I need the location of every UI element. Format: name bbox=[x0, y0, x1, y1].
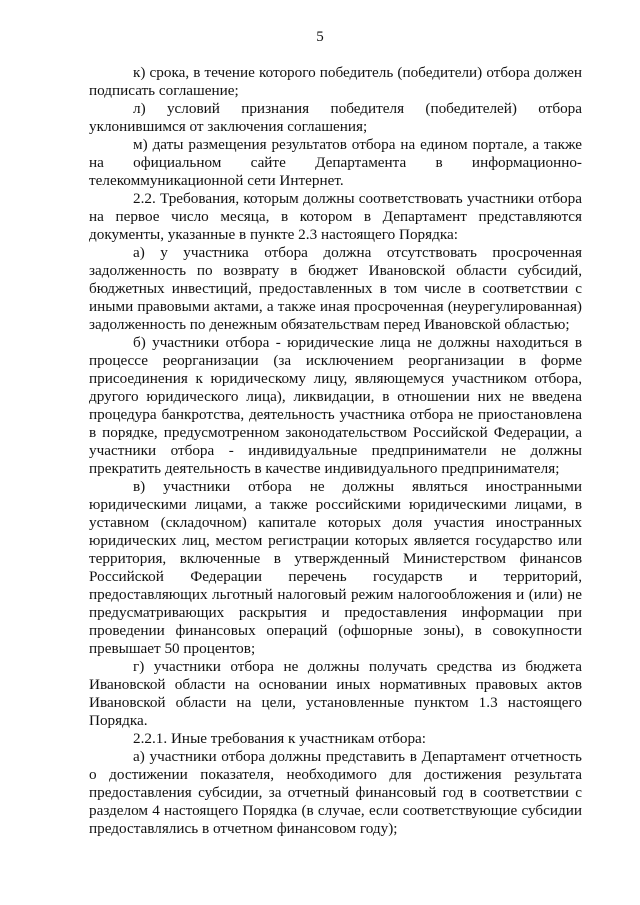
paragraph-k-deadline-sign-agreement: к) срока, в течение которого победитель (победители) отбора должен подписать соглашение; bbox=[89, 64, 582, 99]
paragraph-b-no-reorganization: б) участники отбора - юридические лица не должны находиться в процессе реорганизации (за исключением реорганизации в форме присоединения к юридическому лицу, являющемуся участником отбора, другого юридического лица), ликвидации, в отношении них не введена процедура банкротства, деятельность участника отбора не приостановлена в порядке, предусмотренном законодательством Российской Федерации, а участники отбора - индивидуальные предприниматели не должны прекратить деятельность в качестве индивидуального предпринимателя; bbox=[89, 334, 582, 477]
paragraph-l-evasion-conditions: л) условий признания победителя (победителей) отбора уклонившимся от заключения соглашения; bbox=[89, 100, 582, 135]
document-body bbox=[89, 64, 582, 838]
paragraph-a-reporting: а) участники отбора должны представить в Департамент отчетность о достижении показателя, необходимого для достижения результата предоставления субсидии, за отчетный финансовый год в соответствии с разделом 4 настоящего Порядка (в случае, если соответствующие субсидии предоставлялись в отчетном финансовом году); bbox=[89, 748, 582, 837]
paragraph-v-no-foreign-entities: в) участники отбора не должны являться иностранными юридическими лицами, а также российскими юридическими лицами, в уставном (складочном) капитале которых доля участия иностранных юридических лиц, местом регистрации которых является государство или территория, включенные в утвержденный Министерством финансов Российской Федерации перечень государств и территорий, предоставляющих льготный налоговый режим налогообложения и (или) не предусматривающих раскрытия и предоставления информации при проведении финансовых операций (офшорные зоны), в совокупности превышает 50 процентов; bbox=[89, 478, 582, 657]
paragraph-2-2-1-other-requirements: 2.2.1. Иные требования к участникам отбора: bbox=[133, 730, 427, 747]
paragraph-m-results-publication: м) даты размещения результатов отбора на едином портале, а также на официальном сайте Департамента в информационно-телекоммуникационной сети Интернет. bbox=[89, 136, 582, 189]
paragraph-a-no-overdue-debt: а) у участника отбора должна отсутствовать просроченная задолженность по возврату в бюджет Ивановской области субсидий, бюджетных инвестиций, предоставленных в том числе в соответствии с иными правовыми актами, а также иная просроченная (неурегулированная) задолженность по денежным обязательствам перед Ивановской областью; bbox=[89, 244, 582, 333]
paragraph-g-no-other-funds: г) участники отбора не должны получать средства из бюджета Ивановской области на основании иных нормативных правовых актов Ивановской области на цели, установленные пунктом 1.3 настоящего Порядка. bbox=[89, 658, 582, 729]
page-number: 5 bbox=[316, 29, 324, 45]
paragraph-2-2-requirements: 2.2. Требования, которым должны соответствовать участники отбора на первое число месяца, в котором в Департамент представляются документы, указанные в пункте 2.3 настоящего Порядка: bbox=[89, 190, 582, 243]
